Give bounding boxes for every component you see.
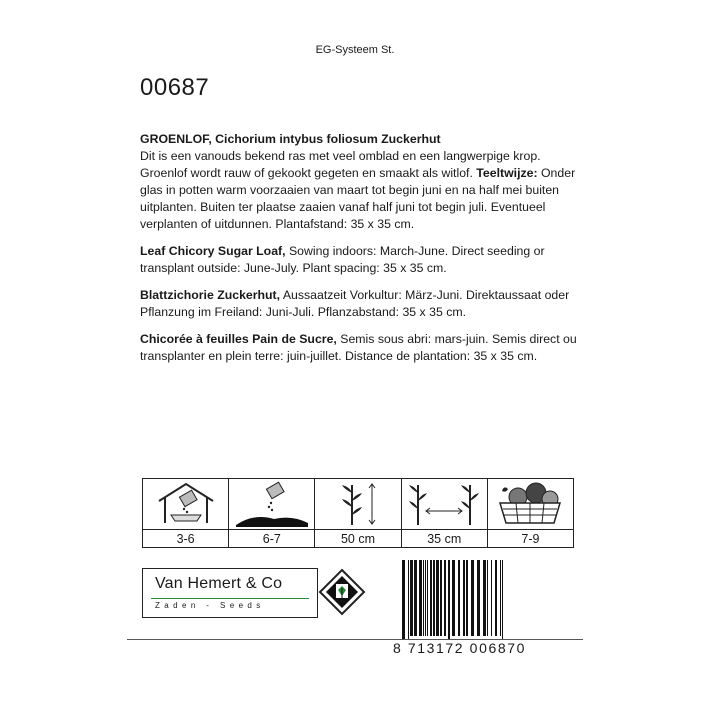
barcode-bar bbox=[423, 560, 424, 636]
barcode-bar bbox=[436, 560, 439, 636]
dutch-cultivation-label: Teeltwijze: bbox=[476, 166, 538, 180]
barcode-bar bbox=[452, 560, 455, 636]
barcode bbox=[400, 560, 572, 640]
barcode-bar bbox=[502, 560, 503, 640]
dutch-text-2: Onder glas in potten warm voorzaaien van maart tot begin juni en na half mei buiten uitplanten. Buiten ter plaatse zaaien vanaf half juni tot begin juli. Eventueel verplanten of uitdunnen. Plantafstand: 35 x 35 cm. bbox=[140, 166, 576, 231]
bottom-rule bbox=[127, 639, 583, 640]
barcode-bar bbox=[483, 560, 486, 636]
plant-height-value: 50 cm bbox=[340, 531, 376, 546]
cultivation-icons-strip bbox=[142, 478, 574, 548]
plant-height-icon bbox=[315, 479, 400, 530]
brand-logo bbox=[142, 568, 318, 618]
french-title: Chicorée à feuilles Pain de Sucre, bbox=[140, 332, 337, 346]
english-title: Leaf Chicory Sugar Loaf, bbox=[140, 244, 286, 258]
barcode-bar bbox=[491, 560, 492, 636]
barcode-bar bbox=[458, 560, 460, 636]
brand-emblem-icon bbox=[318, 568, 366, 621]
certification-standard: EG-Systeem St. bbox=[315, 44, 395, 56]
barcode-bar bbox=[410, 560, 413, 636]
barcode-bar bbox=[408, 560, 409, 640]
plant-spacing-value: 35 cm bbox=[427, 531, 462, 546]
barcode-bar bbox=[419, 560, 422, 636]
barcode-bar bbox=[487, 560, 488, 636]
brand-name: Van Hemert & Co bbox=[155, 575, 283, 592]
harvest-basket-icon bbox=[488, 479, 573, 530]
icon-cell-sow-indoors bbox=[143, 479, 229, 547]
icon-cell-plant-height bbox=[315, 479, 401, 547]
barcode-bar bbox=[448, 560, 450, 640]
brand-divider bbox=[151, 598, 309, 599]
barcode-bar bbox=[433, 560, 435, 636]
dutch-text-1: Dit is een vanouds bekend ras met veel omblad en een langwerpige krop. Groenlof wordt rauw of gekookt gegeten en smaakt als witlof. bbox=[140, 149, 541, 180]
dutch-title: GROENLOF, Cichorium intybus foliosum Zuckerhut bbox=[140, 132, 441, 146]
paragraph-german bbox=[140, 287, 580, 321]
barcode-bar bbox=[466, 560, 468, 636]
barcode-bar bbox=[444, 560, 446, 636]
barcode-bar bbox=[430, 560, 432, 636]
german-text: Aussaatzeit Vorkultur: März-Juni. Direktaussaat oder Pflanzung im Freiland: Juni-Juli. Pflanzabstand: 35 x 35 cm. bbox=[140, 288, 570, 319]
sow-indoors-value: 3-6 bbox=[176, 531, 195, 546]
barcode-bar bbox=[500, 560, 501, 636]
sow-outdoors-value: 6-7 bbox=[262, 531, 281, 546]
icon-cell-sow-outdoors bbox=[229, 479, 315, 547]
sow-indoors-icon bbox=[143, 479, 228, 530]
barcode-number: 8 713172 006870 bbox=[393, 640, 526, 656]
barcode-bar bbox=[471, 560, 474, 636]
barcode-bar bbox=[414, 560, 417, 636]
sow-outdoors-icon bbox=[229, 479, 314, 530]
barcode-bar bbox=[477, 560, 480, 636]
icon-cell-harvest bbox=[488, 479, 573, 547]
paragraph-dutch bbox=[140, 131, 580, 233]
english-text: Sowing indoors: March-June. Direct seeding or transplant outside: June-July. Plant spacing: 35 x 35 cm. bbox=[140, 244, 545, 275]
product-code: 00687 bbox=[140, 74, 210, 101]
plant-spacing-icon bbox=[402, 479, 487, 530]
barcode-bar bbox=[425, 560, 426, 636]
icon-cell-plant-spacing bbox=[402, 479, 488, 547]
barcode-bar bbox=[402, 560, 405, 640]
barcode-bar bbox=[440, 560, 442, 636]
barcode-bar bbox=[495, 560, 497, 636]
harvest-value: 7-9 bbox=[521, 531, 540, 546]
brand-tagline: Zaden - Seeds bbox=[155, 601, 265, 610]
description-block bbox=[140, 131, 580, 375]
barcode-bar bbox=[427, 560, 428, 636]
german-title: Blattzichorie Zuckerhut, bbox=[140, 288, 281, 302]
french-text: Semis sous abri: mars-juin. Semis direct ou transplanter en plein terre: juin-juillet. Distance de plantation: 35 x 35 cm. bbox=[140, 332, 577, 363]
barcode-bar bbox=[463, 560, 465, 636]
paragraph-french bbox=[140, 331, 580, 365]
paragraph-english bbox=[140, 243, 580, 277]
